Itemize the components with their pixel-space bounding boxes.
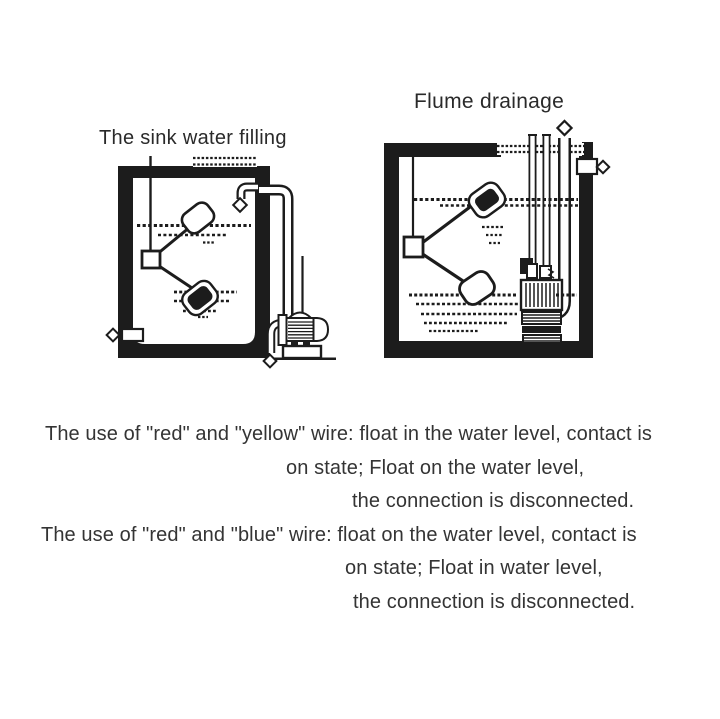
drain-outlet (122, 329, 143, 341)
float-switch-box (404, 237, 423, 257)
external-pump (264, 256, 336, 367)
sink-filling-title: The sink water filling (99, 127, 287, 149)
instruction-line-3: the connection is disconnected. (352, 490, 635, 512)
instruction-line-4: The use of "red" and "blue" wire: float on the water level, contact is (41, 524, 637, 546)
instruction-line-2: on state; Float on the water level, (286, 457, 585, 479)
flume-drainage-diagram (384, 121, 609, 358)
side-outlet (577, 159, 597, 174)
pump-base (283, 346, 321, 358)
pipe-top-diamond-icon (557, 121, 571, 135)
top-pipe-band (193, 154, 257, 167)
side-diamond-icon (597, 161, 609, 173)
instruction-line-5: on state; Float in water level, (345, 557, 603, 579)
instruction-line-1: The use of "red" and "yellow" wire: float in the water level, contact is (45, 423, 652, 445)
sink-filling-diagram (107, 154, 336, 367)
drain-diamond-icon (107, 329, 120, 342)
float-switch-box (142, 251, 160, 268)
pump-end-cap (314, 318, 329, 341)
pump-flange (279, 315, 287, 345)
flume-drainage-title: Flume drainage (414, 90, 565, 113)
instruction-line-6: the connection is disconnected. (353, 591, 636, 613)
